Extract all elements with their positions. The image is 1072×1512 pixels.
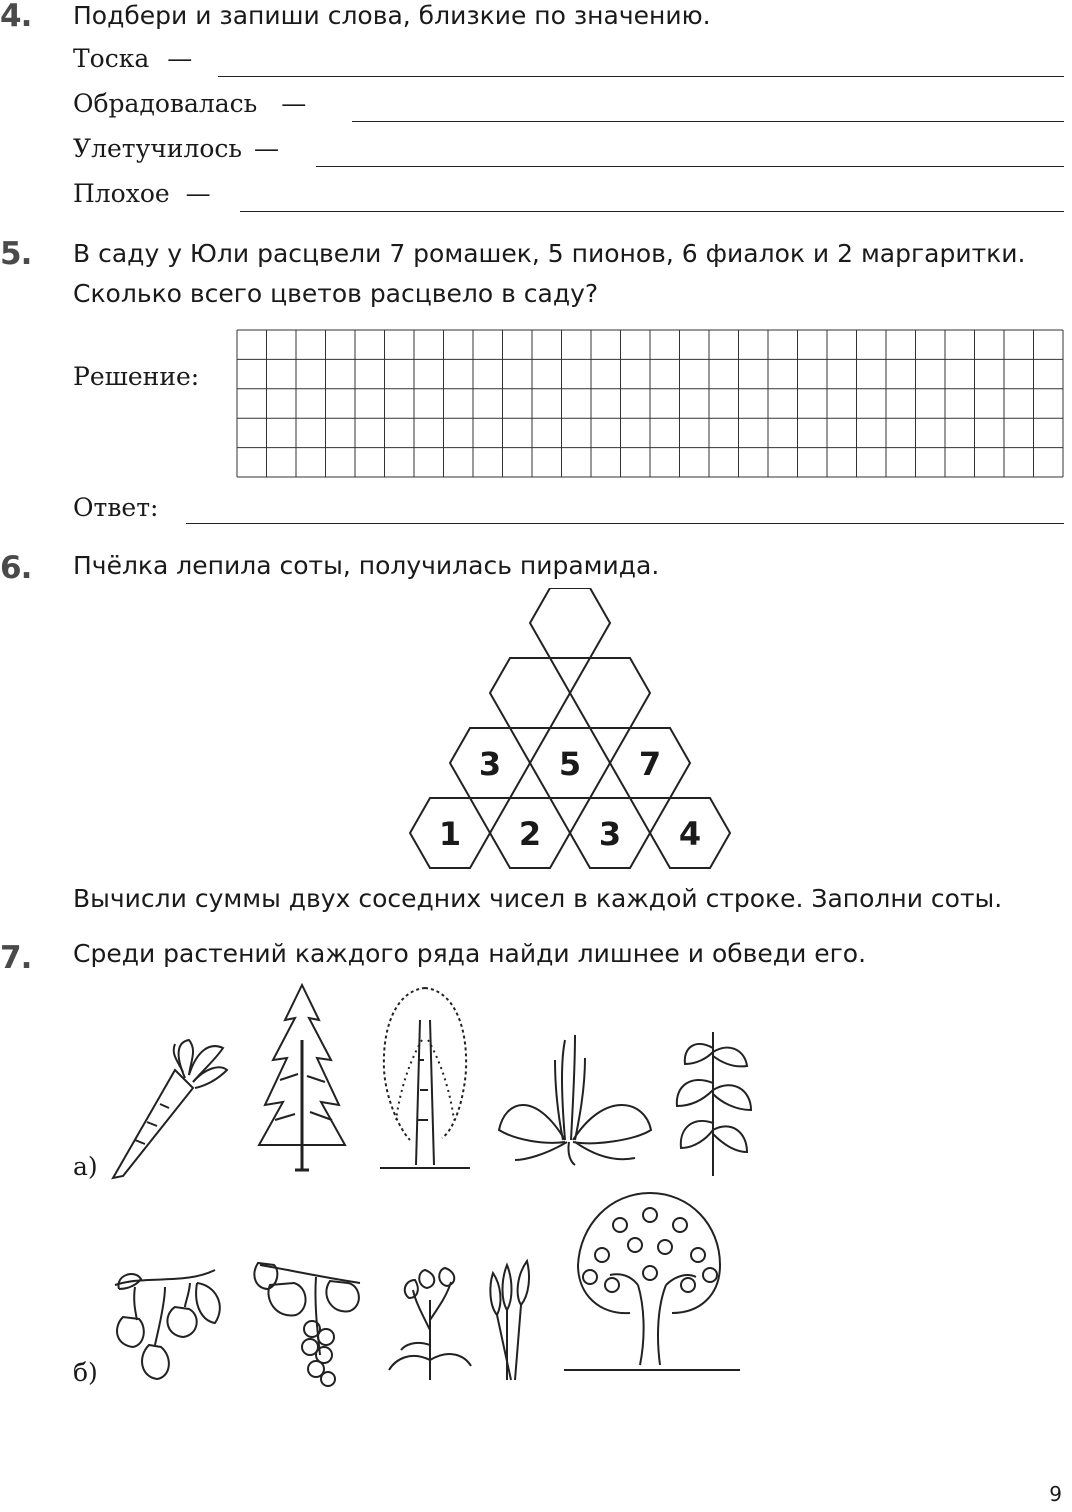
synonym-row — [73, 89, 306, 118]
task-number: 7. — [0, 940, 32, 976]
word-label: Обрадовалась — [73, 89, 258, 118]
birch-icon[interactable] — [370, 980, 480, 1179]
dash: — — [185, 179, 211, 208]
wheat-icon[interactable] — [485, 1255, 545, 1389]
strawberry-icon[interactable] — [105, 1265, 230, 1394]
honeycomb-cell[interactable] — [570, 658, 650, 728]
row-label: а) — [73, 1152, 98, 1181]
dash: — — [253, 134, 279, 163]
dash: — — [281, 89, 307, 118]
solution-label: Решение: — [73, 362, 200, 391]
answer-line[interactable] — [218, 76, 1064, 77]
word-label: Плохое — [73, 179, 170, 208]
task-number: 4. — [0, 0, 32, 34]
task-text-line1: В саду у Юли расцвели 7 ромашек, 5 пионов, 6 фиалок и 2 маргаритки. — [73, 239, 1026, 268]
answer-line[interactable] — [352, 121, 1064, 122]
word-label: Улетучилось — [73, 134, 243, 163]
answer-line[interactable] — [186, 523, 1064, 524]
honeycomb-number: 3 — [478, 745, 502, 783]
honeycomb-number: 3 — [598, 815, 622, 853]
answer-line[interactable] — [316, 166, 1064, 167]
currant-icon[interactable] — [250, 1255, 375, 1394]
solution-grid[interactable] — [236, 329, 1064, 478]
spruce-icon[interactable] — [255, 980, 350, 1179]
honeycomb-cell[interactable] — [490, 658, 570, 728]
task-title: Пчёлка лепила соты, получилась пирамида. — [73, 551, 660, 580]
bellflower-icon[interactable] — [385, 1250, 475, 1389]
honeycomb-pyramid — [400, 588, 740, 878]
task-text-line2: Сколько всего цветов расцвело в саду? — [73, 279, 599, 308]
grid-cells — [236, 329, 1064, 478]
task-title: Среди растений каждого ряда найди лишнее и обведи его. — [73, 939, 867, 968]
honeycomb-number: 2 — [518, 815, 542, 853]
synonym-row — [73, 44, 192, 73]
honeycomb-cell[interactable] — [530, 588, 610, 658]
task-number: 5. — [0, 236, 32, 272]
plantain-icon[interactable] — [495, 1030, 655, 1174]
honeycomb-number: 5 — [558, 745, 582, 783]
nettle-icon[interactable] — [665, 1028, 760, 1182]
row-label: б) — [73, 1358, 98, 1387]
synonym-row — [73, 134, 279, 163]
apple-tree-icon[interactable] — [560, 1185, 745, 1379]
page-number: 9 — [1049, 1482, 1062, 1506]
honeycomb-cells — [400, 588, 740, 878]
answer-label: Ответ: — [73, 493, 159, 522]
carrot-icon[interactable] — [105, 1030, 230, 1184]
honeycomb-number: 1 — [438, 815, 462, 853]
dash: — — [167, 44, 193, 73]
honeycomb-number: 4 — [678, 815, 702, 853]
answer-line[interactable] — [240, 211, 1064, 212]
synonym-row — [73, 179, 211, 208]
task-title: Подбери и запиши слова, близкие по значению. — [73, 1, 711, 30]
task-number: 6. — [0, 550, 32, 586]
word-label: Тоска — [73, 44, 150, 73]
task-instruction: Вычисли суммы двух соседних чисел в каждой строке. Заполни соты. — [73, 884, 1003, 913]
honeycomb-number: 7 — [638, 745, 662, 783]
